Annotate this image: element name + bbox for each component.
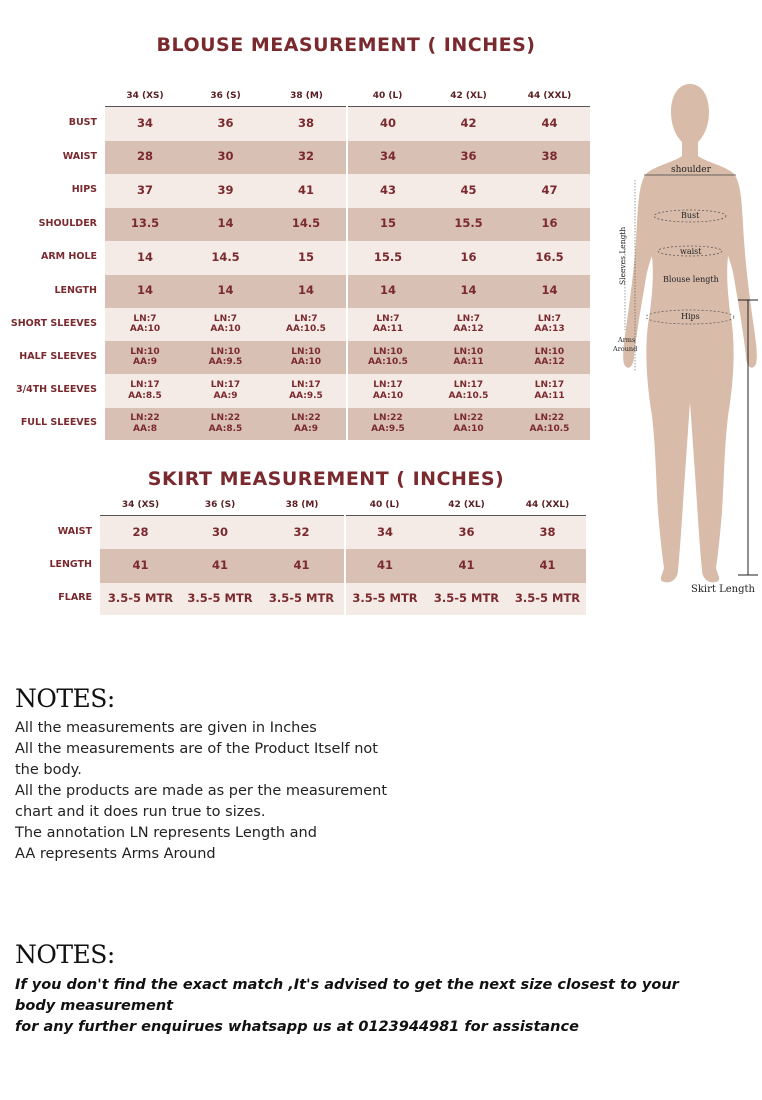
- bust-label: Bust: [681, 211, 700, 220]
- cell-line: AA:12: [453, 324, 484, 334]
- cell-line: AA:10.5: [448, 390, 489, 401]
- note-line: the body.: [15, 762, 82, 778]
- skirt-length-label: Skirt Length: [691, 584, 755, 595]
- cell-line: AA:9: [133, 357, 157, 367]
- measurement-cell: 47: [509, 174, 590, 208]
- measurement-cell: 44: [509, 107, 590, 141]
- cell-line: AA:10: [210, 324, 241, 334]
- measurement-cell: [509, 308, 590, 341]
- cell-line: AA:11: [534, 390, 565, 401]
- measurement-row: [0, 141, 590, 174]
- measurement-cell: [509, 408, 590, 440]
- measurement-cell: 14: [266, 275, 347, 308]
- cell-line: AA:10: [453, 423, 484, 434]
- cell-line: LN:22: [210, 413, 241, 424]
- measurement-cell: 36: [428, 141, 509, 174]
- measurement-cell: [428, 374, 509, 408]
- measurement-cell: [266, 374, 347, 408]
- measurement-row: [0, 374, 590, 408]
- size-header: 36 (S): [181, 495, 259, 516]
- measurement-cell: 41: [100, 549, 181, 583]
- measurement-row: [0, 275, 590, 308]
- cell-line: AA:10.5: [368, 357, 408, 367]
- blank-header-cell: [0, 86, 105, 107]
- row-label: HIPS: [0, 174, 105, 208]
- cell-line: LN:17: [291, 380, 321, 391]
- skirt-header-row: [0, 495, 586, 516]
- measurement-cell: 16: [509, 208, 590, 241]
- measurement-cell: 3.5-5 MTR: [509, 583, 586, 615]
- cell-line: LN:7: [213, 313, 238, 324]
- shoulder-label: shoulder: [671, 165, 711, 175]
- measurement-cell: 32: [266, 141, 347, 174]
- measurement-cell: 14: [185, 275, 266, 308]
- body-measurement-figure: [600, 80, 762, 610]
- measurement-cell: 3.5-5 MTR: [424, 583, 509, 615]
- cell-line: LN:10: [373, 346, 403, 357]
- measurement-row: [0, 208, 590, 241]
- cell-line: LN:17: [373, 380, 403, 391]
- cell-line: LN:17: [210, 380, 241, 391]
- size-header: 34 (XS): [105, 86, 185, 107]
- cell-line: LN:7: [376, 313, 400, 324]
- size-header: 40 (L): [347, 86, 428, 107]
- cell-line: AA:9: [294, 423, 318, 434]
- body-silhouette: [623, 84, 757, 582]
- measurement-cell: [266, 341, 347, 374]
- measurement-cell: 41: [259, 549, 345, 583]
- measurement-cell: 32: [259, 516, 345, 549]
- measurement-cell: [509, 374, 590, 408]
- note-line: All the measurements are given in Inches: [15, 720, 317, 736]
- cell-line: AA:8.5: [128, 390, 162, 401]
- row-label: FULL SLEEVES: [0, 408, 105, 440]
- cell-line: LN:17: [130, 380, 160, 391]
- cell-line: AA:11: [453, 357, 484, 367]
- cell-line: AA:10: [290, 357, 322, 367]
- cell-line: LN:22: [373, 413, 403, 424]
- measurement-cell: 43: [347, 174, 428, 208]
- size-header: 38 (M): [266, 86, 347, 107]
- measurement-cell: 34: [345, 516, 424, 549]
- cell-line: LN:10: [291, 346, 321, 357]
- cell-line: LN:17: [453, 380, 484, 391]
- measurement-cell: 30: [185, 141, 266, 174]
- measurement-cell: 14: [509, 275, 590, 308]
- advice-notes-heading: NOTES:: [15, 940, 115, 969]
- cell-line: AA:9.5: [289, 390, 323, 401]
- skirt-chart-title: SKIRT MEASUREMENT ( INCHES): [147, 468, 505, 490]
- size-header: 42 (XL): [424, 495, 509, 516]
- cell-line: AA:10: [372, 390, 404, 401]
- size-header: 34 (XS): [100, 495, 181, 516]
- measurement-cell: [509, 341, 590, 374]
- blouse-chart-title: BLOUSE MEASUREMENT ( INCHES): [156, 34, 536, 56]
- cell-line: AA:13: [534, 324, 565, 334]
- measurement-cell: [185, 308, 266, 341]
- measurement-cell: 41: [345, 549, 424, 583]
- cell-line: LN:7: [133, 313, 157, 324]
- sleeves-length-label: Sleeves Length: [618, 226, 627, 285]
- measurement-cell: [347, 341, 428, 374]
- cell-line: LN:10: [453, 346, 484, 357]
- measurement-cell: 14.5: [185, 241, 266, 275]
- cell-line: LN:17: [534, 380, 565, 391]
- measurement-cell: 38: [266, 107, 347, 141]
- notes-heading: NOTES:: [15, 684, 115, 713]
- measurement-cell: [347, 408, 428, 440]
- cell-line: AA:10.5: [286, 324, 326, 334]
- measurement-cell: 15: [266, 241, 347, 275]
- measurement-cell: 13.5: [105, 208, 185, 241]
- cell-line: AA:8.5: [208, 423, 243, 434]
- cell-line: AA:9: [213, 390, 238, 401]
- arms-around-label: Around: [613, 345, 638, 353]
- arms-around-label: Arms: [618, 336, 636, 344]
- measurement-cell: 3.5-5 MTR: [100, 583, 181, 615]
- measurement-cell: [266, 408, 347, 440]
- measurement-row: [0, 549, 586, 583]
- measurement-row: [0, 308, 590, 341]
- notes-body: [15, 718, 415, 865]
- measurement-cell: 30: [181, 516, 259, 549]
- cell-line: LN:10: [534, 346, 565, 357]
- measurement-row: [0, 107, 590, 141]
- measurement-cell: 3.5-5 MTR: [181, 583, 259, 615]
- measurement-cell: [428, 308, 509, 341]
- measurement-cell: 39: [185, 174, 266, 208]
- measurement-cell: 16.5: [509, 241, 590, 275]
- cell-line: LN:7: [537, 313, 562, 324]
- measurement-cell: [266, 308, 347, 341]
- row-label: WAIST: [0, 516, 100, 549]
- row-label: FLARE: [0, 583, 100, 615]
- measurement-cell: [185, 374, 266, 408]
- measurement-cell: 38: [509, 516, 586, 549]
- measurement-cell: 14: [185, 208, 266, 241]
- note-line: AA represents Arms Around: [15, 846, 216, 862]
- note-line: chart and it does run true to sizes.: [15, 804, 266, 820]
- size-header: 42 (XL): [428, 86, 509, 107]
- row-label: LENGTH: [0, 275, 105, 308]
- cell-line: LN:22: [291, 413, 321, 424]
- size-header: 44 (XXL): [509, 495, 586, 516]
- measurement-cell: 36: [424, 516, 509, 549]
- measurement-cell: [105, 374, 185, 408]
- note-line: body measurement: [15, 998, 174, 1014]
- measurement-cell: 41: [181, 549, 259, 583]
- measurement-cell: 42: [428, 107, 509, 141]
- row-label: SHOULDER: [0, 208, 105, 241]
- measurement-cell: [347, 374, 428, 408]
- measurement-cell: 28: [100, 516, 181, 549]
- cell-line: LN:22: [130, 413, 160, 424]
- measurement-cell: 3.5-5 MTR: [259, 583, 345, 615]
- note-line: for any further enquirues whatsapp us at 0123944981 for assistance: [15, 1019, 579, 1035]
- measurement-row: [0, 583, 586, 615]
- row-label: WAIST: [0, 141, 105, 174]
- measurement-cell: 34: [347, 141, 428, 174]
- blouse-size-table: [0, 86, 590, 440]
- measurement-cell: 28: [105, 141, 185, 174]
- waist-label: waist: [680, 247, 702, 256]
- advice-notes-body: [15, 975, 725, 1038]
- row-label: BUST: [0, 107, 105, 141]
- cell-line: AA:10.5: [529, 423, 570, 434]
- cell-line: LN:22: [453, 413, 484, 424]
- measurement-cell: 14.5: [266, 208, 347, 241]
- blouse-header-row: [0, 86, 590, 107]
- blank-header-cell: [0, 495, 100, 516]
- cell-line: LN:7: [456, 313, 481, 324]
- cell-line: AA:10: [129, 324, 161, 334]
- measurement-row: [0, 241, 590, 275]
- measurement-cell: 41: [509, 549, 586, 583]
- row-label: LENGTH: [0, 549, 100, 583]
- measurement-cell: 38: [509, 141, 590, 174]
- skirt-size-table: [0, 495, 586, 615]
- cell-line: AA:8: [133, 423, 157, 434]
- cell-line: LN:10: [130, 346, 160, 357]
- cell-line: AA:9.5: [208, 357, 243, 367]
- measurement-cell: [347, 308, 428, 341]
- measurement-cell: 41: [266, 174, 347, 208]
- cell-line: AA:11: [372, 324, 404, 334]
- row-label: SHORT SLEEVES: [0, 308, 105, 341]
- cell-line: LN:22: [534, 413, 565, 424]
- note-line: If you don't find the exact match ,It's advised to get the next size closest to your: [15, 977, 679, 993]
- measurement-cell: [105, 408, 185, 440]
- row-label: ARM HOLE: [0, 241, 105, 275]
- measurement-cell: 15.5: [428, 208, 509, 241]
- measurement-cell: 16: [428, 241, 509, 275]
- note-line: The annotation LN represents Length and: [15, 825, 317, 841]
- measurement-cell: 36: [185, 107, 266, 141]
- blouse-length-label: Blouse length: [663, 275, 719, 284]
- measurement-cell: 34: [105, 107, 185, 141]
- cell-line: AA:9.5: [371, 423, 405, 434]
- size-header: 44 (XXL): [509, 86, 590, 107]
- row-label: 3/4TH SLEEVES: [0, 374, 105, 408]
- measurement-cell: 40: [347, 107, 428, 141]
- note-line: All the measurements are of the Product Itself not: [15, 741, 378, 757]
- measurement-row: [0, 516, 586, 549]
- measurement-row: [0, 408, 590, 440]
- measurement-cell: 15: [347, 208, 428, 241]
- note-line: All the products are made as per the measurement: [15, 783, 388, 799]
- measurement-cell: 14: [105, 275, 185, 308]
- measurement-cell: 37: [105, 174, 185, 208]
- measurement-cell: 14: [428, 275, 509, 308]
- cell-line: AA:12: [534, 357, 565, 367]
- row-label: HALF SLEEVES: [0, 341, 105, 374]
- measurement-row: [0, 341, 590, 374]
- cell-line: LN:10: [210, 346, 241, 357]
- measurement-cell: [105, 308, 185, 341]
- hips-label: Hips: [681, 312, 700, 321]
- cell-line: LN:7: [294, 313, 318, 324]
- measurement-cell: [428, 408, 509, 440]
- measurement-cell: 14: [347, 275, 428, 308]
- measurement-cell: 14: [105, 241, 185, 275]
- measurement-cell: 15.5: [347, 241, 428, 275]
- size-header: 36 (S): [185, 86, 266, 107]
- size-header: 38 (M): [259, 495, 345, 516]
- measurement-cell: [185, 408, 266, 440]
- measurement-cell: 45: [428, 174, 509, 208]
- measurement-cell: [185, 341, 266, 374]
- measurement-cell: [428, 341, 509, 374]
- measurement-cell: [105, 341, 185, 374]
- size-header: 40 (L): [345, 495, 424, 516]
- measurement-row: [0, 174, 590, 208]
- measurement-cell: 3.5-5 MTR: [345, 583, 424, 615]
- measurement-cell: 41: [424, 549, 509, 583]
